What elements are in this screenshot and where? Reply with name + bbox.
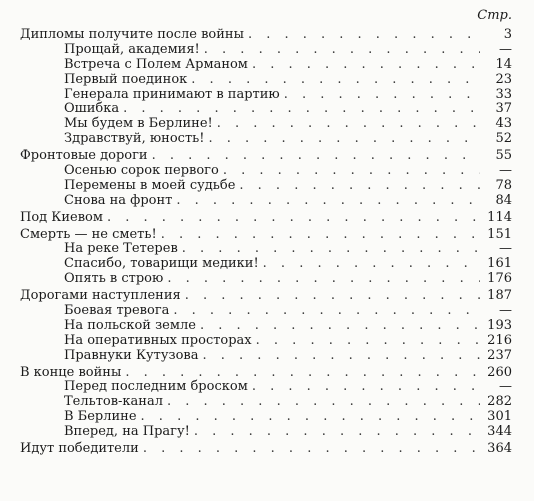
dot-leader (248, 28, 480, 43)
table-of-contents (20, 28, 512, 457)
toc-entry-title: На оперативных просторах (64, 332, 252, 348)
toc-page-number: 52 (495, 131, 512, 147)
dot-leader (123, 102, 480, 117)
toc-page-number: 37 (495, 101, 512, 117)
toc-entry-title: Ошибка (64, 101, 120, 117)
toc-section-row (20, 164, 512, 179)
dot-leader (107, 211, 480, 226)
toc-entry-title: Под Киевом (20, 209, 103, 225)
toc-entry-title: Дорогами наступления (20, 288, 181, 304)
dot-leader (152, 149, 480, 164)
dot-leader (256, 334, 480, 349)
dot-leader (182, 242, 480, 257)
toc-page-number: 260 (487, 364, 512, 380)
toc-page-number: 282 (487, 394, 512, 410)
dot-leader (208, 132, 480, 147)
toc-page-number: 33 (495, 86, 512, 102)
toc-page-number: 14 (495, 56, 512, 72)
toc-entry-title: На реке Тетерев (64, 241, 178, 257)
toc-page-number: 23 (495, 71, 512, 87)
dot-leader (252, 58, 480, 73)
toc-page-number: 55 (495, 148, 512, 164)
toc-section-row (20, 242, 512, 257)
dot-leader (125, 366, 480, 381)
toc-page-number: 216 (487, 332, 512, 348)
dot-leader (203, 349, 480, 364)
toc-entry-title: Первый поединок (64, 71, 188, 87)
toc-page-number: 364 (487, 441, 512, 457)
toc-chapter-row (20, 28, 512, 43)
toc-page-number: 301 (487, 409, 512, 425)
toc-entry-title: Перед последним броском (64, 379, 248, 395)
toc-entry-title: Перемены в моей судьбе (64, 177, 236, 193)
toc-entry-title: Мы будем в Берлине! (64, 116, 213, 132)
dot-leader (185, 289, 480, 304)
toc-page-number: 43 (495, 116, 512, 132)
toc-section-row (20, 73, 512, 88)
toc-entry-title: Идут победители (20, 441, 139, 457)
toc-entry-title: В Берлине (64, 409, 137, 425)
toc-entry-title: Вперед, на Прагу! (64, 424, 190, 440)
toc-section-row (20, 102, 512, 117)
dot-leader (143, 442, 480, 457)
toc-entry-title: Снова на фронт (64, 192, 173, 208)
toc-section-row (20, 43, 512, 58)
toc-section-row (20, 380, 512, 395)
toc-entry-title: Дипломы получите после войны (20, 27, 244, 42)
toc-chapter-row (20, 442, 512, 457)
toc-section-row (20, 132, 512, 147)
toc-section-row (20, 179, 512, 194)
toc-section-row (20, 117, 512, 132)
toc-page-number: — (499, 163, 512, 179)
dot-leader (176, 194, 480, 209)
toc-page-number: 151 (487, 226, 512, 242)
dot-leader (239, 179, 480, 194)
toc-section-row (20, 88, 512, 103)
toc-page-number: — (499, 241, 512, 257)
toc-section-row (20, 257, 512, 272)
dot-leader (141, 410, 480, 425)
toc-page-number: 78 (495, 177, 512, 193)
dot-leader (217, 117, 480, 132)
toc-entry-title: В конце войны (20, 364, 122, 380)
dot-leader (194, 425, 480, 440)
toc-section-row (20, 319, 512, 334)
toc-section-row (20, 194, 512, 209)
toc-page-number: 176 (487, 271, 512, 287)
toc-page-number: 161 (487, 256, 512, 272)
page-column-header: Стр. (477, 8, 512, 23)
dot-leader (252, 380, 480, 395)
toc-entry-title: Правнуки Кутузова (64, 347, 199, 363)
toc-section-row (20, 425, 512, 440)
toc-entry-title: Смерть — не сметь! (20, 226, 157, 242)
toc-section-row (20, 58, 512, 73)
toc-chapter-row (20, 211, 512, 226)
toc-chapter-row (20, 366, 512, 381)
dot-leader (284, 88, 480, 103)
toc-entry-title: Боевая тревога (64, 303, 170, 319)
toc-chapter-row (20, 149, 512, 164)
toc-page-number: 187 (487, 288, 512, 304)
toc-page-number: 344 (487, 424, 512, 440)
toc-entry-title: Встреча с Полем Арманом (64, 56, 248, 72)
toc-section-row (20, 395, 512, 410)
toc-chapter-row (20, 228, 512, 243)
toc-entry-title: Опять в строю (64, 271, 164, 287)
toc-entry-title: Спасибо, товарищи медики! (64, 256, 259, 272)
toc-page-number: 193 (487, 317, 512, 333)
dot-leader (167, 395, 480, 410)
toc-page-number: 84 (495, 192, 512, 208)
toc-section-row (20, 334, 512, 349)
dot-leader (161, 228, 480, 243)
toc-entry-title: На польской земле (64, 317, 196, 333)
toc-chapter-row (20, 289, 512, 304)
toc-entry-title: Здравствуй, юность! (64, 131, 205, 147)
toc-section-row (20, 272, 512, 287)
toc-page-number: 237 (487, 347, 512, 363)
dot-leader (263, 257, 480, 272)
toc-entry-title: Прощай, академия! (64, 41, 200, 57)
toc-section-row (20, 349, 512, 364)
toc-section-row (20, 410, 512, 425)
toc-page-number: — (499, 379, 512, 395)
toc-section-row (20, 304, 512, 319)
toc-entry-title: Фронтовые дороги (20, 148, 148, 164)
dot-leader (191, 73, 480, 88)
toc-page-number: 114 (487, 209, 512, 225)
toc-page-number: — (499, 303, 512, 319)
toc-page-number: — (499, 41, 512, 57)
toc-entry-title: Генерала принимают в партию (64, 86, 280, 102)
toc-entry-title: Осенью сорок первого (64, 163, 219, 179)
dot-leader (200, 319, 480, 334)
toc-entry-title: Тельтов-канал (64, 394, 163, 410)
dot-leader (204, 43, 480, 58)
dot-leader (167, 272, 480, 287)
dot-leader (173, 304, 480, 319)
toc-page-number: 3 (503, 27, 512, 42)
dot-leader (223, 164, 480, 179)
